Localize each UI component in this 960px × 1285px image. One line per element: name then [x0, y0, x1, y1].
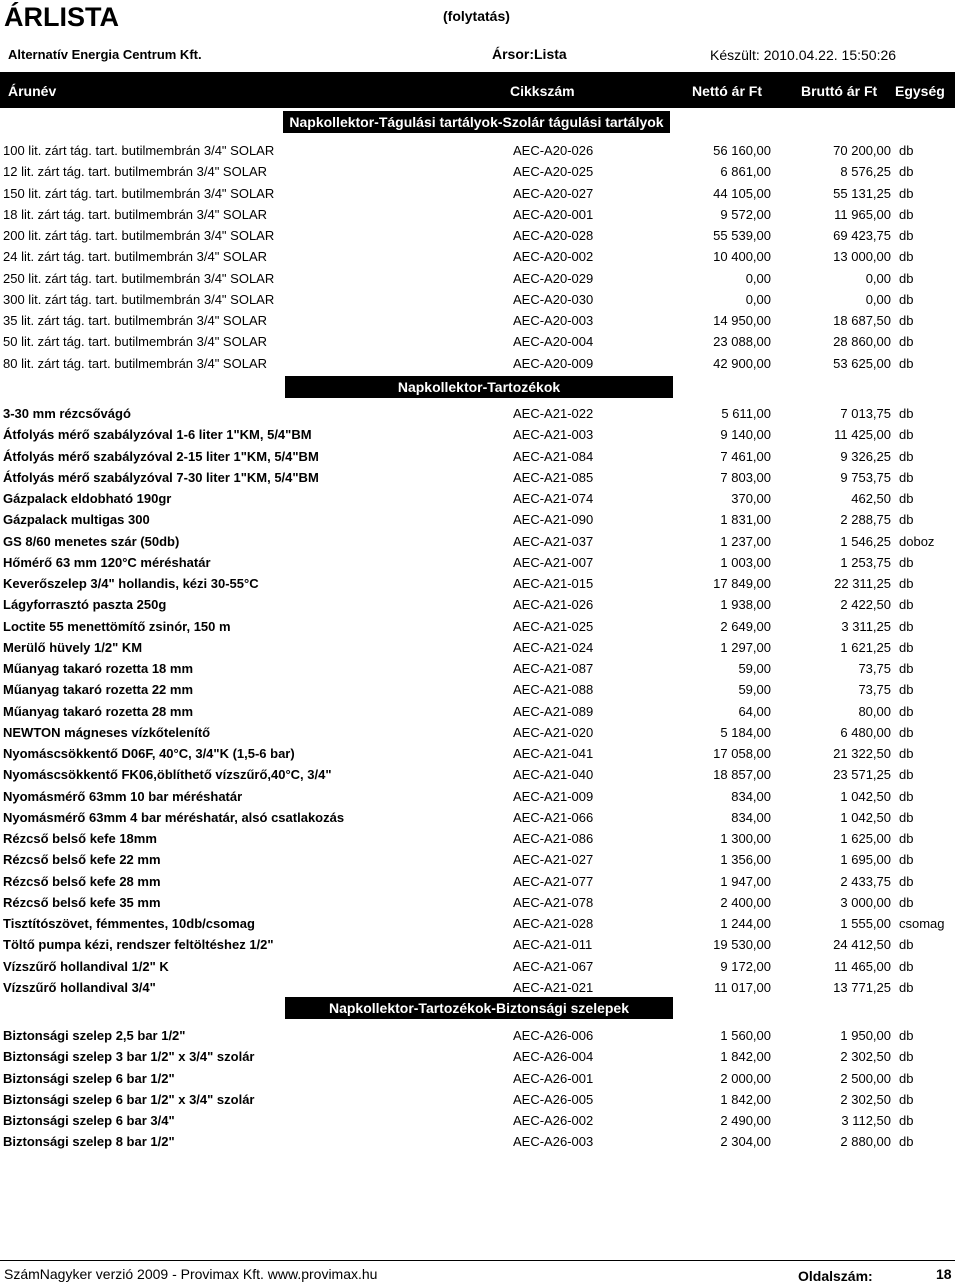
item-net-price: 5 184,00: [720, 724, 771, 740]
table-row: [0, 701, 955, 722]
item-net-price: 2 490,00: [720, 1113, 771, 1128]
item-gross-price: 70 200,00: [833, 143, 891, 158]
table-row: [0, 246, 955, 267]
item-net-price: 1 560,00: [720, 1028, 771, 1043]
table-row: [0, 743, 955, 764]
column-header-net: Nettó ár Ft: [692, 83, 762, 99]
item-name: Keverőszelep 3/4" hollandis, kézi 30-55°C: [3, 576, 259, 591]
list-type: Ársor:Lista: [492, 46, 567, 62]
item-code: AEC-A21-074: [513, 491, 594, 506]
item-code: AEC-A21-078: [513, 894, 594, 910]
item-net-price: 1 947,00: [720, 873, 771, 889]
item-unit: db: [899, 1134, 914, 1150]
item-gross-price: 2 433,75: [840, 873, 891, 889]
section-header: Napkollektor-Tágulási tartályok-Szolár tágulási tartályok: [283, 111, 670, 133]
table-row: [0, 446, 955, 467]
item-gross-price: 21 322,50: [833, 746, 891, 761]
item-gross-price: 7 013,75: [840, 406, 891, 421]
item-gross-price: 53 625,00: [833, 355, 891, 371]
item-code: AEC-A21-037: [513, 533, 594, 549]
item-net-price: 7 803,00: [720, 469, 771, 485]
item-code: AEC-A21-085: [513, 469, 594, 485]
table-row: [0, 289, 955, 310]
table-row: [0, 722, 955, 743]
continued-label: (folytatás): [443, 8, 510, 24]
item-code: AEC-A20-029: [513, 270, 594, 286]
item-net-price: 2 649,00: [720, 618, 771, 634]
item-unit: db: [899, 852, 914, 868]
item-code: AEC-A21-089: [513, 703, 594, 719]
item-gross-price: 73,75: [858, 661, 891, 676]
table-row: [0, 913, 955, 934]
table-row: [0, 934, 955, 955]
table-row: [0, 353, 955, 374]
item-gross-price: 1 253,75: [840, 554, 891, 570]
table-row: [0, 552, 955, 573]
item-gross-price: 1 042,50: [840, 788, 891, 804]
item-code: AEC-A20-002: [513, 249, 594, 265]
table-row: [0, 679, 955, 700]
item-unit: db: [899, 979, 914, 995]
item-gross-price: 9 753,75: [840, 469, 891, 485]
item-name: Átfolyás mérő szabályzóval 1-6 liter 1"KM, 5/4"BM: [3, 427, 312, 443]
item-gross-price: 1 950,00: [840, 1028, 891, 1043]
table-row: [0, 161, 955, 182]
item-code: AEC-A26-006: [513, 1028, 594, 1043]
item-unit: db: [899, 270, 914, 286]
item-gross-price: 69 423,75: [833, 228, 891, 243]
page-number-label: Oldalszám:: [798, 1268, 873, 1284]
item-unit: db: [899, 767, 914, 783]
item-unit: db: [899, 427, 914, 443]
item-name: Lágyforrasztó paszta 250g: [3, 597, 167, 613]
item-gross-price: 23 571,25: [833, 767, 891, 783]
item-unit: db: [899, 512, 914, 528]
item-code: AEC-A21-067: [513, 958, 594, 974]
item-name: Gázpalack eldobható 190gr: [3, 491, 172, 506]
table-row: [0, 786, 955, 807]
item-unit: db: [899, 228, 914, 243]
item-net-price: 9 140,00: [720, 427, 771, 443]
table-row: [0, 1025, 955, 1046]
item-net-price: 11 017,00: [714, 979, 771, 995]
item-name: 200 lit. zárt tág. tart. butilmembrán 3/4" SOLAR: [3, 228, 275, 243]
item-net-price: 1 300,00: [720, 831, 771, 846]
table-row: [0, 204, 955, 225]
item-name: 24 lit. zárt tág. tart. butilmembrán 3/4" SOLAR: [3, 249, 268, 265]
item-unit: db: [899, 1049, 914, 1065]
item-unit: db: [899, 746, 914, 761]
item-code: AEC-A21-003: [513, 427, 594, 443]
item-unit: db: [899, 724, 914, 740]
item-name: Rézcső belső kefe 22 mm: [3, 852, 161, 868]
item-net-price: 834,00: [731, 809, 771, 825]
item-gross-price: 24 412,50: [833, 937, 891, 953]
item-gross-price: 1 555,00: [840, 916, 891, 931]
table-row: [0, 403, 955, 424]
item-name: Biztonsági szelep 2,5 bar 1/2": [3, 1028, 186, 1043]
item-unit: db: [899, 661, 914, 676]
item-unit: db: [899, 291, 914, 307]
item-net-price: 17 849,00: [713, 576, 771, 591]
item-code: AEC-A21-009: [513, 788, 594, 804]
item-net-price: 1 244,00: [720, 916, 771, 931]
item-unit: db: [899, 313, 914, 328]
company-name: Alternatív Energia Centrum Kft.: [8, 47, 202, 62]
item-name: Biztonsági szelep 8 bar 1/2": [3, 1134, 175, 1150]
item-code: AEC-A21-077: [513, 873, 594, 889]
item-unit: db: [899, 143, 914, 158]
item-code: AEC-A21-025: [513, 618, 594, 634]
item-unit: db: [899, 206, 914, 222]
footer-divider: [0, 1260, 955, 1261]
item-gross-price: 8 576,25: [840, 164, 891, 180]
section-header: Napkollektor-Tartozékok: [285, 376, 673, 398]
item-name: 100 lit. zárt tág. tart. butilmembrán 3/4" SOLAR: [3, 143, 275, 158]
item-name: Nyomáscsökkentő FK06,öblíthető vízszűrő,40°C, 3/4": [3, 767, 332, 783]
item-code: AEC-A21-086: [513, 831, 594, 846]
item-unit: db: [899, 1070, 914, 1086]
created-timestamp: Készült: 2010.04.22. 15:50:26: [710, 47, 897, 63]
item-unit: db: [899, 831, 914, 846]
item-name: 300 lit. zárt tág. tart. butilmembrán 3/4" SOLAR: [3, 291, 275, 307]
section-header: Napkollektor-Tartozékok-Biztonsági szelepek: [285, 997, 673, 1019]
item-unit: csomag: [899, 916, 945, 931]
item-net-price: 10 400,00: [713, 249, 771, 265]
item-code: AEC-A21-087: [513, 661, 594, 676]
item-net-price: 1 938,00: [720, 597, 771, 613]
item-code: AEC-A26-005: [513, 1091, 594, 1107]
item-code: AEC-A26-004: [513, 1049, 594, 1065]
item-name: Rézcső belső kefe 18mm: [3, 831, 157, 846]
item-unit: db: [899, 788, 914, 804]
item-net-price: 7 461,00: [720, 448, 771, 464]
table-row: [0, 331, 955, 352]
item-net-price: 59,00: [738, 682, 771, 698]
item-gross-price: 11 425,00: [834, 427, 891, 443]
table-row: [0, 1110, 955, 1131]
item-gross-price: 11 965,00: [834, 206, 891, 222]
item-code: AEC-A21-011: [513, 937, 593, 953]
item-unit: db: [899, 1113, 914, 1128]
item-name: Műanyag takaró rozetta 18 mm: [3, 661, 194, 676]
item-code: AEC-A20-025: [513, 164, 594, 180]
item-name: 80 lit. zárt tág. tart. butilmembrán 3/4" SOLAR: [3, 355, 268, 371]
item-code: AEC-A21-090: [513, 512, 594, 528]
item-unit: db: [899, 618, 914, 634]
item-unit: db: [899, 703, 914, 719]
item-code: AEC-A26-002: [513, 1113, 594, 1128]
item-gross-price: 13 000,00: [833, 249, 891, 265]
page-number: 18: [936, 1266, 952, 1282]
item-net-price: 19 530,00: [713, 937, 771, 953]
item-code: AEC-A21-088: [513, 682, 594, 698]
table-row: [0, 956, 955, 977]
item-name: 18 lit. zárt tág. tart. butilmembrán 3/4" SOLAR: [3, 206, 268, 222]
item-unit: db: [899, 491, 914, 506]
item-code: AEC-A21-026: [513, 597, 594, 613]
item-net-price: 2 304,00: [720, 1134, 771, 1150]
item-net-price: 1 297,00: [720, 639, 771, 655]
table-row: [0, 1089, 955, 1110]
item-net-price: 834,00: [731, 788, 771, 804]
item-code: AEC-A26-003: [513, 1134, 594, 1150]
item-unit: db: [899, 185, 914, 201]
item-name: 50 lit. zárt tág. tart. butilmembrán 3/4" SOLAR: [3, 334, 268, 350]
item-name: Nyomásmérő 63mm 4 bar méréshatár, alsó csatlakozás: [3, 809, 345, 825]
item-net-price: 9 572,00: [720, 206, 771, 222]
item-gross-price: 6 480,00: [840, 724, 891, 740]
item-gross-price: 11 465,00: [834, 958, 891, 974]
item-net-price: 370,00: [731, 491, 771, 506]
item-net-price: 18 857,00: [713, 767, 771, 783]
item-net-price: 5 611,00: [721, 406, 771, 421]
item-unit: db: [899, 164, 914, 180]
table-row: [0, 225, 955, 246]
table-row: [0, 509, 955, 530]
item-unit: db: [899, 355, 914, 371]
item-net-price: 23 088,00: [713, 334, 771, 350]
item-gross-price: 22 311,25: [834, 576, 891, 591]
item-code: AEC-A20-003: [513, 313, 594, 328]
item-net-price: 1 842,00: [720, 1049, 771, 1065]
item-unit: db: [899, 958, 914, 974]
item-gross-price: 462,50: [851, 491, 891, 506]
item-code: AEC-A20-028: [513, 228, 594, 243]
item-unit: db: [899, 597, 914, 613]
item-unit: db: [899, 576, 914, 591]
item-name: Biztonsági szelep 6 bar 1/2" x 3/4" szolár: [3, 1091, 255, 1107]
table-row: [0, 140, 955, 161]
item-unit: db: [899, 249, 914, 265]
item-gross-price: 2 880,00: [840, 1134, 891, 1150]
column-header-unit: Egység: [895, 83, 945, 99]
table-row: [0, 1046, 955, 1067]
table-row: [0, 424, 955, 445]
item-code: AEC-A21-027: [513, 852, 594, 868]
table-row: [0, 573, 955, 594]
item-unit: db: [899, 639, 914, 655]
item-net-price: 64,00: [738, 703, 771, 719]
item-gross-price: 2 288,75: [840, 512, 891, 528]
item-gross-price: 1 625,00: [840, 831, 891, 846]
item-unit: db: [899, 406, 914, 421]
item-code: AEC-A20-004: [513, 334, 594, 350]
item-unit: db: [899, 1028, 914, 1043]
item-name: Vízszűrő hollandival 3/4": [3, 979, 156, 995]
item-net-price: 2 000,00: [720, 1070, 771, 1086]
item-net-price: 6 861,00: [720, 164, 771, 180]
table-row: [0, 488, 955, 509]
item-unit: db: [899, 448, 914, 464]
item-net-price: 0,00: [745, 270, 771, 286]
software-credit: SzámNagyker verzió 2009 - Provimax Kft. www.provimax.hu: [4, 1266, 378, 1282]
item-gross-price: 2 302,50: [840, 1049, 891, 1065]
item-gross-price: 55 131,25: [833, 185, 891, 201]
item-code: AEC-A20-027: [513, 185, 594, 201]
item-name: Rézcső belső kefe 35 mm: [3, 894, 161, 910]
item-net-price: 14 950,00: [713, 313, 771, 328]
item-net-price: 1 003,00: [720, 554, 771, 570]
item-gross-price: 9 326,25: [840, 448, 891, 464]
item-code: AEC-A21-041: [513, 746, 594, 761]
item-code: AEC-A20-009: [513, 355, 594, 371]
item-unit: doboz: [899, 533, 935, 549]
item-name: Műanyag takaró rozetta 22 mm: [3, 682, 194, 698]
item-unit: db: [899, 1091, 914, 1107]
item-net-price: 17 058,00: [713, 746, 771, 761]
item-gross-price: 2 302,50: [840, 1091, 891, 1107]
item-name: Biztonsági szelep 3 bar 1/2" x 3/4" szolár: [3, 1049, 255, 1065]
item-unit: db: [899, 894, 914, 910]
item-unit: db: [899, 554, 914, 570]
item-name: Hőmérő 63 mm 120°C méréshatár: [3, 554, 211, 570]
item-code: AEC-A21-022: [513, 406, 594, 421]
table-row: [0, 807, 955, 828]
item-code: AEC-A21-015: [513, 576, 594, 591]
column-header-bar: [0, 72, 955, 108]
item-name: Töltő pumpa kézi, rendszer feltöltéshez 1/2": [3, 937, 274, 953]
item-code: AEC-A21-021: [513, 979, 594, 995]
column-header-gross: Bruttó ár Ft: [801, 83, 878, 99]
item-name: Rézcső belső kefe 28 mm: [3, 873, 161, 889]
item-gross-price: 1 042,50: [840, 809, 891, 825]
item-code: AEC-A21-007: [513, 554, 594, 570]
item-code: AEC-A20-026: [513, 143, 594, 158]
item-gross-price: 1 695,00: [840, 852, 891, 868]
item-gross-price: 3 000,00: [840, 894, 891, 910]
table-row: [0, 310, 955, 331]
item-net-price: 9 172,00: [720, 958, 771, 974]
item-net-price: 1 356,00: [720, 852, 771, 868]
item-code: AEC-A21-084: [513, 448, 594, 464]
item-name: Nyomásmérő 63mm 10 bar méréshatár: [3, 788, 243, 804]
table-row: [0, 616, 955, 637]
item-unit: db: [899, 809, 914, 825]
item-gross-price: 13 771,25: [833, 979, 891, 995]
item-name: NEWTON mágneses vízkőtelenítő: [3, 724, 211, 740]
table-row: [0, 658, 955, 679]
table-row: [0, 764, 955, 785]
table-row: [0, 892, 955, 913]
item-gross-price: 0,00: [865, 291, 891, 307]
item-net-price: 1 831,00: [720, 512, 771, 528]
item-net-price: 0,00: [745, 291, 771, 307]
item-gross-price: 3 311,25: [841, 618, 891, 634]
item-net-price: 42 900,00: [713, 355, 771, 371]
item-unit: db: [899, 334, 914, 350]
item-gross-price: 18 687,50: [833, 313, 891, 328]
item-code: AEC-A21-024: [513, 639, 594, 655]
item-unit: db: [899, 469, 914, 485]
item-gross-price: 2 422,50: [840, 597, 891, 613]
page-title: ÁRLISTA: [4, 2, 119, 32]
item-code: AEC-A21-040: [513, 767, 594, 783]
item-name: Gázpalack multigas 300: [3, 512, 150, 528]
table-row: [0, 594, 955, 615]
item-unit: db: [899, 682, 914, 698]
column-header-name: Árunév: [8, 83, 57, 99]
item-code: AEC-A26-001: [513, 1070, 594, 1086]
item-name: Tisztítószövet, fémmentes, 10db/csomag: [3, 916, 255, 931]
table-row: [0, 183, 955, 204]
item-name: Biztonsági szelep 6 bar 3/4": [3, 1113, 175, 1128]
item-net-price: 59,00: [738, 661, 771, 676]
item-name: Nyomáscsökkentő D06F, 40°C, 3/4"K (1,5-6 bar): [3, 746, 295, 761]
item-gross-price: 0,00: [865, 270, 891, 286]
table-row: [0, 977, 955, 998]
table-row: [0, 1068, 955, 1089]
item-name: 12 lit. zárt tág. tart. butilmembrán 3/4" SOLAR: [3, 164, 268, 180]
item-code: AEC-A20-001: [513, 206, 594, 222]
item-net-price: 55 539,00: [713, 228, 771, 243]
item-name: 35 lit. zárt tág. tart. butilmembrán 3/4" SOLAR: [3, 313, 268, 328]
item-name: 250 lit. zárt tág. tart. butilmembrán 3/4" SOLAR: [3, 270, 275, 286]
item-unit: db: [899, 873, 914, 889]
table-row: [0, 871, 955, 892]
item-gross-price: 3 112,50: [841, 1113, 891, 1128]
item-name: Átfolyás mérő szabályzóval 7-30 liter 1"KM, 5/4"BM: [3, 469, 319, 485]
item-gross-price: 1 546,25: [840, 533, 891, 549]
item-net-price: 1 842,00: [720, 1091, 771, 1107]
item-gross-price: 28 860,00: [833, 334, 891, 350]
item-name: Loctite 55 menettömítő zsinór, 150 m: [3, 618, 231, 634]
item-name: 150 lit. zárt tág. tart. butilmembrán 3/4" SOLAR: [3, 185, 275, 201]
item-gross-price: 1 621,25: [840, 639, 891, 655]
item-name: Műanyag takaró rozetta 28 mm: [3, 703, 194, 719]
item-net-price: 44 105,00: [713, 185, 771, 201]
column-header-code: Cikkszám: [510, 83, 575, 99]
table-row: [0, 467, 955, 488]
item-code: AEC-A21-066: [513, 809, 594, 825]
item-name: Merülő hüvely 1/2" KM: [3, 639, 143, 655]
item-code: AEC-A21-028: [513, 916, 594, 931]
table-row: [0, 849, 955, 870]
item-code: AEC-A20-030: [513, 291, 594, 307]
table-row: [0, 531, 955, 552]
item-name: Átfolyás mérő szabályzóval 2-15 liter 1"KM, 5/4"BM: [3, 448, 319, 464]
item-gross-price: 80,00: [858, 703, 891, 719]
item-gross-price: 73,75: [858, 682, 891, 698]
item-code: AEC-A21-020: [513, 724, 594, 740]
item-name: GS 8/60 menetes szár (50db): [3, 533, 180, 549]
item-name: Vízszűrő hollandival 1/2" K: [3, 958, 169, 974]
item-net-price: 2 400,00: [720, 894, 771, 910]
table-row: [0, 1131, 955, 1152]
item-gross-price: 2 500,00: [840, 1070, 891, 1086]
item-unit: db: [899, 937, 914, 953]
item-name: 3-30 mm rézcsővágó: [3, 406, 131, 421]
table-row: [0, 268, 955, 289]
table-row: [0, 637, 955, 658]
item-name: Biztonsági szelep 6 bar 1/2": [3, 1070, 175, 1086]
table-row: [0, 828, 955, 849]
item-net-price: 56 160,00: [713, 143, 771, 158]
item-net-price: 1 237,00: [720, 533, 771, 549]
